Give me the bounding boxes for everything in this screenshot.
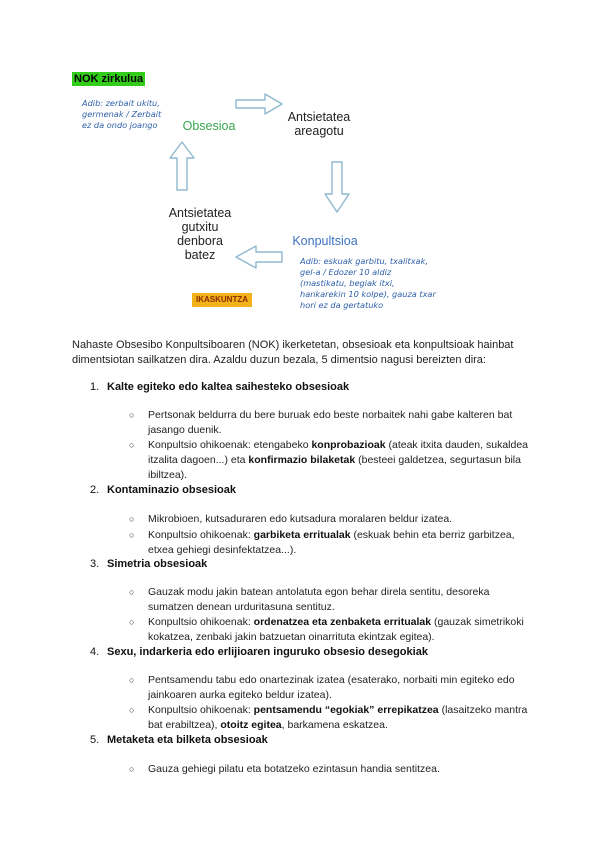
list-item: ○ Pertsonak beldurra du bere buruak edo beste norbaitek nahi gabe kalteren bat jasango duenik. <box>129 409 513 436</box>
arrow-left-icon <box>236 246 282 268</box>
obsessions-note: Adib: zerbait ukitu, germenak / Zerbait ez da ondo joango <box>82 98 162 130</box>
list-item: ○ Mikrobioen, kutsaduraren edo kutsadura moralaren beldur izatea. <box>129 513 453 525</box>
compulsion-node: Konpultsioa <box>292 234 358 248</box>
obsessions-node: Obsesioa <box>182 119 236 133</box>
section-heading: 4. Sexu, indarkeria edo erlijioaren inguruko obsesio desegokiak <box>90 646 428 658</box>
arrow-right-icon <box>236 94 282 114</box>
page-title: NOK zirkulua <box>74 73 144 85</box>
list-item: ○ Gauza gehiegi pilatu eta botatzeko ezintasun handia sentitzea. <box>129 763 440 775</box>
nok-cycle-diagram <box>60 86 540 326</box>
anxiety-increase-node: Antsietatea areagotu <box>287 110 351 138</box>
list-item: ○ Konpultsio ohikoenak: pentsamendu “egokiak” errepikatzea (lasaitzeko mantra bat erabiltzea), otoitz egitea, barkamena eskatzea. <box>129 704 528 731</box>
section-heading: 5. Metaketa eta bilketa obsesioak <box>90 734 268 746</box>
section-heading: 2. Kontaminazio obsesioak <box>90 484 236 496</box>
arrow-down-icon <box>325 162 349 212</box>
section-heading: 1. Kalte egiteko edo kaltea saihesteko obsesioak <box>90 381 350 393</box>
arrow-up-icon <box>170 142 194 190</box>
list-item: ○ Gauzak modu jakin batean antolatuta egon behar direla sentitu, desoreka sumatzen denean urduritasuna sentituz. <box>129 586 490 613</box>
compulsion-note: Adib: eskuak garbitu, txalitxak, gel-a / Edozer 10 aldiz (mastikatu, begiak itxi, hankarekin 10 kolpe), gauza txar hori ez da gertatuko <box>300 256 436 310</box>
section-heading: 3. Simetria obsesioak <box>90 558 208 570</box>
list-item: ○ Pentsamendu tabu edo onartezinak izatea (esaterako, norbaiti min egiteko edo jainkoaren aurka egiteko beldur izatea). <box>129 674 515 701</box>
intro-paragraph: Nahaste Obsesibo Konpultsiboaren (NOK) ikerketetan, obsesioak eta konpultsioak hainbat dimentsiotan sailkatzen dira. Azaldu duzun bezala, 5 dimentsio nagusi bereizten dira: <box>72 339 514 366</box>
anxiety-decrease-node: Antsietatea gutxitu denbora batez <box>168 206 232 262</box>
list-item: ○ Konpultsio ohikoenak: etengabeko konprobazioak (ateak itxita dauden, sukaldea itzalita dagoen...) eta konfirmazio bilaketak (besteei galdetzea, segurtasun bila ibiltzea). <box>129 439 529 481</box>
list-item: ○ Konpultsio ohikoenak: garbiketa erritualak (eskuak behin eta berriz garbitzea, etxea gehiegi desinfektatzea...). <box>129 529 515 556</box>
list-item: ○ Konpultsio ohikoenak: ordenatzea eta zenbaketa erritualak (gauzak simetrikoki kokatzea, zenbaki jakin batzuetan oinarrituta ekintzak egitea). <box>129 616 524 643</box>
learning-tag: IKASKUNTZA <box>192 293 252 307</box>
